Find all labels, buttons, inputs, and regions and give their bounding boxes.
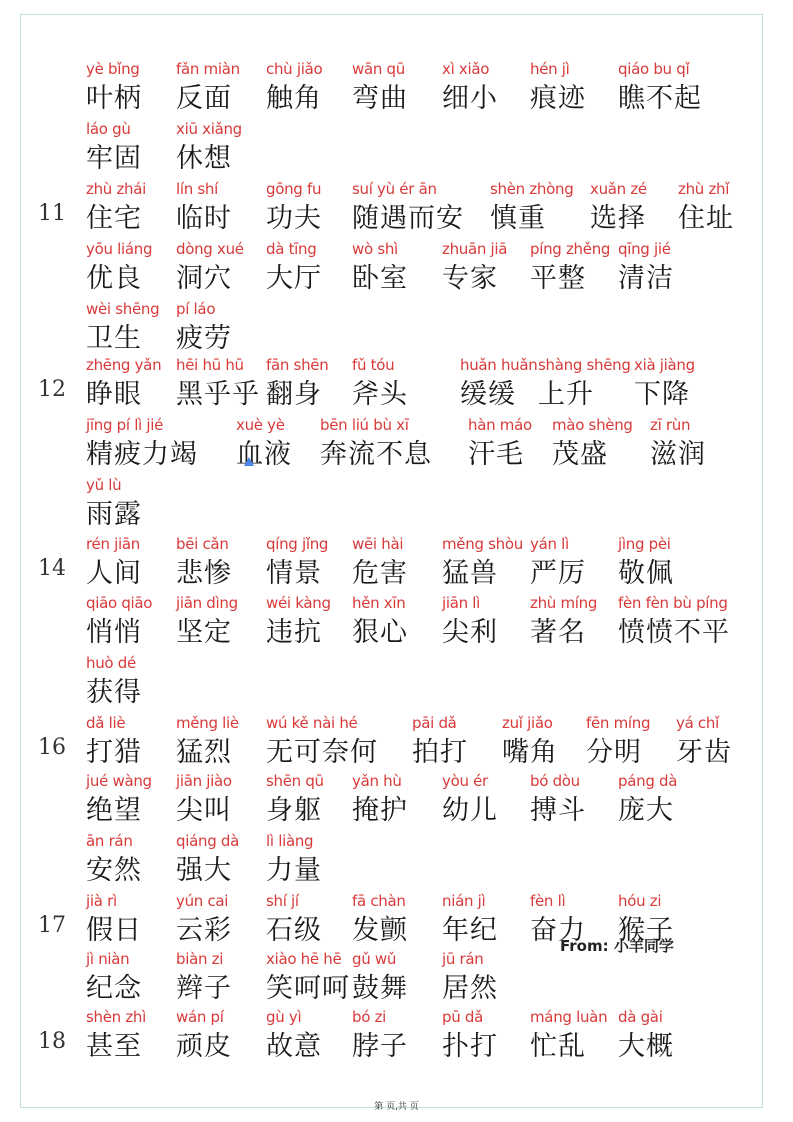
hanzi-word: 缓缓: [460, 379, 516, 410]
pinyin-label: zhù zhái: [86, 180, 146, 198]
pinyin-label: bó dòu: [530, 772, 580, 790]
pinyin-label: fǎn miàn: [176, 60, 240, 78]
pinyin-label: jì niàn: [86, 950, 130, 968]
hanzi-word: 卫生: [86, 323, 142, 354]
triangle-marker-icon: [244, 457, 254, 466]
pinyin-label: fèn lì: [530, 892, 566, 910]
pinyin-label: wán pí: [176, 1008, 224, 1026]
vocab-row: [0, 300, 793, 356]
credit-note: From: 小羊同学: [560, 937, 674, 955]
lesson-number: 14: [38, 556, 66, 581]
pinyin-label: xià jiàng: [634, 356, 695, 374]
hanzi-word: 坚定: [176, 617, 232, 648]
pinyin-label: wò shì: [352, 240, 398, 258]
pinyin-label: fǔ tóu: [352, 356, 395, 374]
hanzi-word: 辫子: [176, 973, 232, 1004]
hanzi-word: 脖子: [352, 1031, 408, 1062]
pinyin-label: zhēng yǎn: [86, 356, 162, 374]
pinyin-label: dòng xué: [176, 240, 244, 258]
hanzi-word: 洞穴: [176, 263, 232, 294]
hanzi-word: 弯曲: [352, 83, 408, 114]
hanzi-word: 人间: [86, 558, 142, 589]
hanzi-word: 搏斗: [530, 795, 586, 826]
hanzi-word: 顽皮: [176, 1031, 232, 1062]
pinyin-label: fā chàn: [352, 892, 406, 910]
pinyin-label: dǎ liè: [86, 714, 126, 732]
hanzi-word: 分明: [586, 737, 642, 768]
hanzi-word: 尖叫: [176, 795, 232, 826]
pinyin-label: yǔ lù: [86, 476, 122, 494]
hanzi-word: 瞧不起: [618, 83, 702, 114]
pinyin-label: láo gù: [86, 120, 131, 138]
pinyin-label: zhù zhǐ: [678, 180, 730, 198]
hanzi-word: 严厉: [530, 558, 586, 589]
pinyin-label: jìng pèi: [618, 535, 671, 553]
hanzi-word: 鼓舞: [352, 973, 408, 1004]
pinyin-label: jiān jiào: [176, 772, 232, 790]
hanzi-word: 猛烈: [176, 737, 232, 768]
pinyin-label: xuè yè: [236, 416, 285, 434]
hanzi-word: 忙乱: [530, 1031, 586, 1062]
lesson-number: 17: [38, 913, 66, 938]
pinyin-label: měng shòu: [442, 535, 523, 553]
pinyin-label: yōu liáng: [86, 240, 153, 258]
pinyin-label: huǎn huǎn: [460, 356, 538, 374]
hanzi-word: 故意: [266, 1031, 322, 1062]
pinyin-label: suí yù ér ān: [352, 180, 437, 198]
hanzi-word: 大厅: [266, 263, 322, 294]
vocab-row: [0, 1008, 793, 1064]
pinyin-label: fān shēn: [266, 356, 329, 374]
pinyin-label: bēn liú bù xī: [320, 416, 409, 434]
hanzi-word: 触角: [266, 83, 322, 114]
pinyin-label: jīng pí lì jié: [86, 416, 164, 434]
hanzi-word: 卧室: [352, 263, 408, 294]
pinyin-label: mào shèng: [552, 416, 633, 434]
hanzi-word: 奔流不息: [320, 439, 432, 470]
hanzi-word: 翻身: [266, 379, 322, 410]
pinyin-label: shèn zhì: [86, 1008, 146, 1026]
hanzi-word: 甚至: [86, 1031, 142, 1062]
vocab-row: [0, 60, 793, 116]
hanzi-word: 茂盛: [552, 439, 608, 470]
hanzi-word: 打猎: [86, 737, 142, 768]
hanzi-word: 幼儿: [442, 795, 498, 826]
hanzi-word: 假日: [86, 915, 142, 946]
pinyin-label: lín shí: [176, 180, 218, 198]
hanzi-word: 笑呵呵: [266, 973, 350, 1004]
pinyin-label: dà gài: [618, 1008, 663, 1026]
hanzi-word: 安然: [86, 855, 142, 886]
pinyin-label: qīng jié: [618, 240, 671, 258]
hanzi-word: 功夫: [266, 203, 322, 234]
hanzi-word: 痕迹: [530, 83, 586, 114]
pinyin-label: gù yì: [266, 1008, 302, 1026]
vocab-row: [0, 356, 793, 412]
pinyin-label: dà tīng: [266, 240, 317, 258]
hanzi-word: 临时: [176, 203, 232, 234]
hanzi-word: 嘴角: [502, 737, 558, 768]
hanzi-word: 奋力: [530, 915, 586, 946]
pinyin-label: bēi cǎn: [176, 535, 229, 553]
hanzi-word: 扑打: [442, 1031, 498, 1062]
hanzi-word: 无可奈何: [266, 737, 378, 768]
hanzi-word: 汗毛: [468, 439, 524, 470]
pinyin-label: pū dǎ: [442, 1008, 484, 1026]
pinyin-label: hàn máo: [468, 416, 532, 434]
hanzi-word: 狠心: [352, 617, 408, 648]
vocab-row: [0, 950, 793, 1006]
pinyin-label: yá chǐ: [676, 714, 719, 732]
pinyin-label: qiáng dà: [176, 832, 239, 850]
pinyin-label: gōng fu: [266, 180, 322, 198]
pinyin-label: ān rán: [86, 832, 133, 850]
pinyin-label: jué wàng: [86, 772, 152, 790]
vocab-row: [0, 594, 793, 650]
pinyin-label: biàn zi: [176, 950, 224, 968]
hanzi-word: 滋润: [650, 439, 706, 470]
vocab-row: [0, 416, 793, 472]
pinyin-label: máng luàn: [530, 1008, 608, 1026]
pinyin-label: qiāo qiāo: [86, 594, 153, 612]
hanzi-word: 纪念: [86, 973, 142, 1004]
hanzi-word: 雨露: [86, 499, 142, 530]
pinyin-label: xì xiǎo: [442, 60, 490, 78]
pinyin-label: fèn fèn bù píng: [618, 594, 728, 612]
pinyin-label: wān qū: [352, 60, 405, 78]
hanzi-word: 睁眼: [86, 379, 142, 410]
hanzi-word: 身躯: [266, 795, 322, 826]
pinyin-label: shēn qū: [266, 772, 324, 790]
vocab-row: [0, 892, 793, 948]
page-footer: 第 页,共 页: [374, 1102, 419, 1112]
hanzi-word: 叶柄: [86, 83, 142, 114]
pinyin-label: fēn míng: [586, 714, 651, 732]
vocab-row: [0, 832, 793, 888]
hanzi-word: 尖利: [442, 617, 498, 648]
pinyin-label: hén jì: [530, 60, 570, 78]
pinyin-label: gǔ wǔ: [352, 950, 397, 968]
hanzi-word: 平整: [530, 263, 586, 294]
pinyin-label: zuǐ jiǎo: [502, 714, 553, 732]
pinyin-label: hēi hū hū: [176, 356, 244, 374]
lesson-number: 16: [38, 735, 66, 760]
hanzi-word: 清洁: [618, 263, 674, 294]
hanzi-word: 优良: [86, 263, 142, 294]
pinyin-label: bó zi: [352, 1008, 387, 1026]
pinyin-label: rén jiān: [86, 535, 140, 553]
hanzi-word: 石级: [266, 915, 322, 946]
lesson-number: 11: [38, 201, 66, 226]
pinyin-label: qíng jǐng: [266, 535, 329, 553]
hanzi-word: 慎重: [490, 203, 546, 234]
pinyin-label: shàng shēng: [538, 356, 631, 374]
hanzi-word: 斧头: [352, 379, 408, 410]
pinyin-label: yòu ér: [442, 772, 488, 790]
hanzi-word: 云彩: [176, 915, 232, 946]
pinyin-label: xiū xiǎng: [176, 120, 242, 138]
hanzi-word: 敬佩: [618, 558, 674, 589]
hanzi-word: 随遇而安: [352, 203, 464, 234]
hanzi-word: 下降: [634, 379, 690, 410]
vocab-row: [0, 240, 793, 296]
vocab-row: [0, 714, 793, 770]
pinyin-label: wú kě nài hé: [266, 714, 358, 732]
pinyin-label: jià rì: [86, 892, 117, 910]
pinyin-label: xuǎn zé: [590, 180, 647, 198]
hanzi-word: 上升: [538, 379, 594, 410]
pinyin-label: yún cai: [176, 892, 229, 910]
hanzi-word: 反面: [176, 83, 232, 114]
pinyin-label: lì liàng: [266, 832, 314, 850]
hanzi-word: 危害: [352, 558, 408, 589]
hanzi-word: 绝望: [86, 795, 142, 826]
hanzi-word: 牢固: [86, 143, 142, 174]
hanzi-word: 大概: [618, 1031, 674, 1062]
pinyin-label: nián jì: [442, 892, 486, 910]
hanzi-word: 住址: [678, 203, 734, 234]
hanzi-word: 猴子: [618, 915, 674, 946]
hanzi-word: 选择: [590, 203, 646, 234]
pinyin-label: hěn xīn: [352, 594, 406, 612]
hanzi-word: 庞大: [618, 795, 674, 826]
hanzi-word: 住宅: [86, 203, 142, 234]
hanzi-word: 违抗: [266, 617, 322, 648]
lesson-number: 12: [38, 377, 66, 402]
vocab-row: [0, 180, 793, 236]
pinyin-label: páng dà: [618, 772, 678, 790]
pinyin-label: jiān dìng: [176, 594, 238, 612]
pinyin-label: yǎn hù: [352, 772, 402, 790]
hanzi-word: 悲惨: [176, 558, 232, 589]
hanzi-word: 牙齿: [676, 737, 732, 768]
hanzi-word: 血液: [236, 439, 292, 470]
pinyin-label: shèn zhòng: [490, 180, 574, 198]
hanzi-word: 情景: [266, 558, 322, 589]
vocab-row: [0, 654, 793, 710]
vocab-row: [0, 772, 793, 828]
hanzi-word: 猛兽: [442, 558, 498, 589]
hanzi-word: 疲劳: [176, 323, 232, 354]
pinyin-label: yán lì: [530, 535, 569, 553]
hanzi-word: 著名: [530, 617, 586, 648]
hanzi-word: 黑乎乎: [176, 379, 260, 410]
pinyin-label: měng liè: [176, 714, 239, 732]
pinyin-label: píng zhěng: [530, 240, 611, 258]
hanzi-word: 强大: [176, 855, 232, 886]
pinyin-label: qiáo bu qǐ: [618, 60, 690, 78]
hanzi-word: 年纪: [442, 915, 498, 946]
hanzi-word: 专家: [442, 263, 498, 294]
pinyin-label: zhù míng: [530, 594, 598, 612]
vocab-row: [0, 535, 793, 591]
hanzi-word: 获得: [86, 677, 142, 708]
vocab-row: [0, 120, 793, 176]
pinyin-label: jiān lì: [442, 594, 481, 612]
pinyin-label: chù jiǎo: [266, 60, 323, 78]
pinyin-label: zhuān jiā: [442, 240, 508, 258]
pinyin-label: pí láo: [176, 300, 216, 318]
pinyin-label: pāi dǎ: [412, 714, 457, 732]
hanzi-word: 休想: [176, 143, 232, 174]
pinyin-label: huò dé: [86, 654, 136, 672]
pinyin-label: wèi shēng: [86, 300, 160, 318]
hanzi-word: 发颤: [352, 915, 408, 946]
pinyin-label: wéi kàng: [266, 594, 331, 612]
hanzi-word: 掩护: [352, 795, 408, 826]
hanzi-word: 精疲力竭: [86, 439, 198, 470]
hanzi-word: 拍打: [412, 737, 468, 768]
vocab-row: [0, 476, 793, 532]
pinyin-label: zī rùn: [650, 416, 691, 434]
pinyin-label: yè bǐng: [86, 60, 140, 78]
pinyin-label: wēi hài: [352, 535, 404, 553]
hanzi-word: 力量: [266, 855, 322, 886]
hanzi-word: 愤愤不平: [618, 617, 730, 648]
hanzi-word: 居然: [442, 973, 498, 1004]
hanzi-word: 悄悄: [86, 617, 142, 648]
pinyin-label: hóu zi: [618, 892, 662, 910]
pinyin-label: xiào hē hē: [266, 950, 342, 968]
pinyin-label: jū rán: [442, 950, 484, 968]
pinyin-label: shí jí: [266, 892, 299, 910]
lesson-number: 18: [38, 1029, 66, 1054]
hanzi-word: 细小: [442, 83, 498, 114]
